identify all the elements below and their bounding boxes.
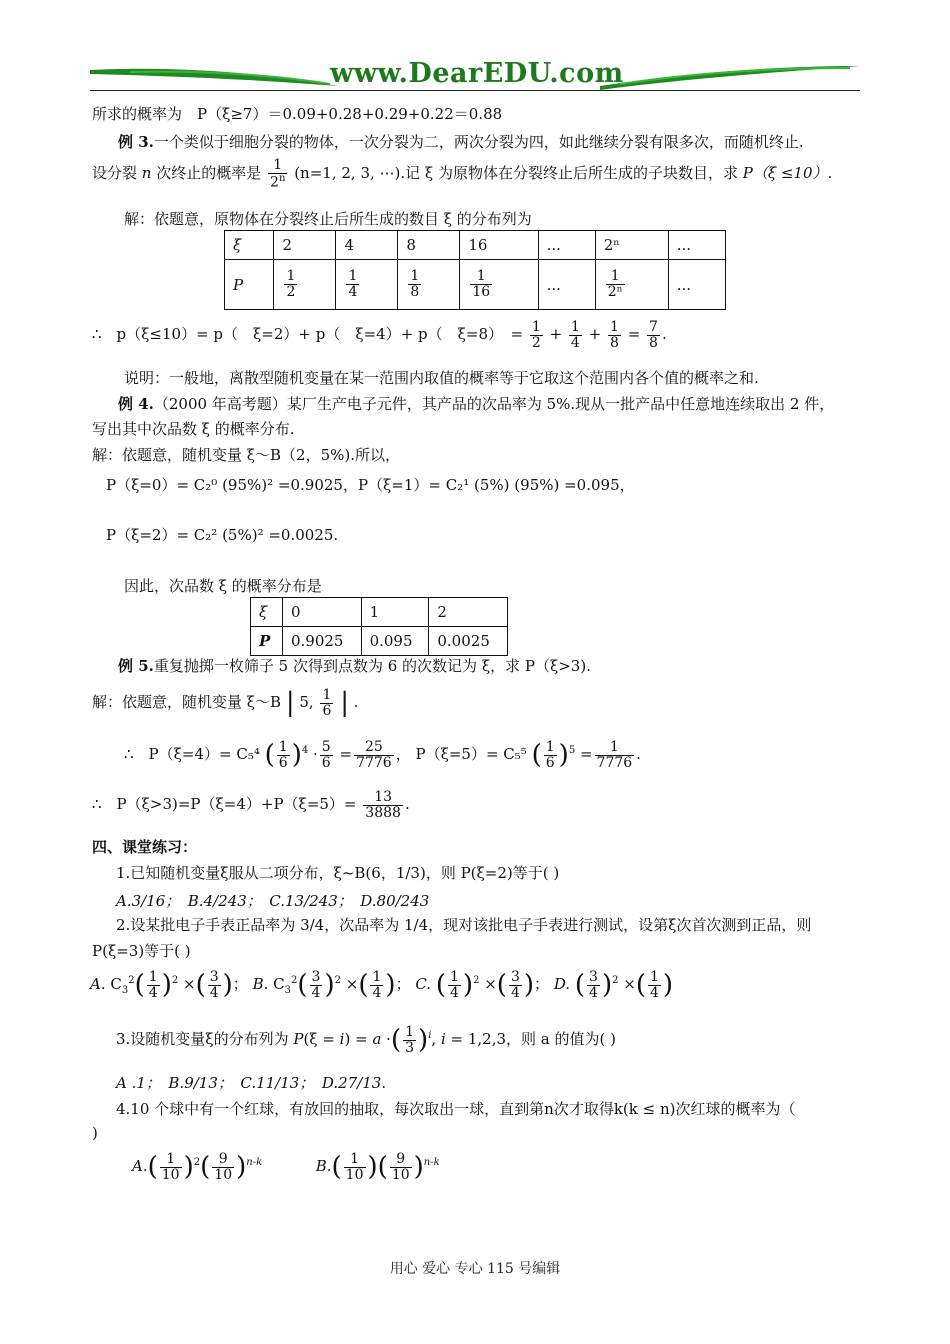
ex3-text-d: P（ξ ≤10）. (742, 164, 833, 183)
frac-den: 2$^n$ (270, 172, 286, 191)
ex3-therefore-text: ∴ p（ξ≤10）= p（ ξ=2）+ p（ ξ=4）+ p（ ξ=8） = (92, 325, 524, 344)
example-3-line2 (92, 158, 832, 190)
exercise-q4: 4.10 个球中有一个红球，有放回的抽取，每次取出一球，直到第n次才取得k(k ≤ n)次红球的概率为（ (116, 1100, 796, 1118)
table-row (225, 260, 726, 310)
distribution-table-3 (224, 230, 726, 310)
note-line: 说明：一般地，离散型随机变量在某一范围内取值的概率等于它取这个范围内各个值的概率之和. (124, 369, 759, 387)
example-3-label: 例 3. (118, 133, 154, 151)
solution-5-text: 解：依题意，随机变量 ξ～B (92, 693, 282, 712)
table-cell: 4 (336, 231, 398, 260)
table-cell: ξ (225, 231, 274, 260)
table-row (251, 627, 508, 656)
table-cell: P (251, 627, 283, 656)
table-cell: ... (538, 231, 595, 260)
ex5-eq2: ∴ P（ξ>3)=P（ξ=4）+P（ξ=5）= $\frac{13}{3888}$ . (92, 789, 410, 821)
table-cell: $\frac{1}{2}$ (274, 260, 336, 310)
exercise-q2: 2.设某批电子手表正品率为 3/4，次品率为 1/4，现对该批电子手表进行测试，设第ξ次首次测到正品，则 (116, 916, 812, 934)
ex5-eq1-b: P（ξ=5）= C₅⁵ (415, 745, 527, 764)
page-footer: 用心 爱心 专心 115 号编辑 (389, 1261, 561, 1277)
header-swoosh-right (600, 62, 860, 92)
example-3-line1 (118, 131, 804, 152)
ex5-eq1-a: ∴ P（ξ=4）= C₅⁴ (124, 745, 260, 764)
ex3-fraction (268, 158, 287, 190)
table-cell: P (225, 260, 274, 310)
ex3-therefore: ∴ p（ξ≤10）= p（ ξ=2）+ p（ ξ=4）+ p（ ξ=8） = $\frac{1}{2}$ + $\frac{1}{4}$ + $\frac{1}{8}$ = $\frac{7}{8}$ . (92, 319, 667, 351)
table-cell: $\frac{1}{4}$ (336, 260, 398, 310)
exercise-title: 四、课堂练习： (92, 838, 198, 856)
example-5-line (118, 655, 591, 676)
example-4-text: （2000 年高考题）某厂生产电子元件，其产品的次品率为 5%.现从一批产品中任意地连续取出 2 件， (153, 395, 835, 413)
ex5-eq1: ∴ P（ξ=4）= C₅⁴ ( $\frac{1}{6}$ )$^4$ · $\frac{5}{6}$ = $\frac{25}{7776}$ ， P（ξ=5）= C₅⁵ ( $\frac{1}{6}$ )$^5$ = $\frac{1}{7776}$ . (124, 739, 641, 771)
table-cell: ... (668, 231, 725, 260)
table-cell: ... (668, 260, 725, 310)
example-5-label: 例 5. (118, 657, 154, 675)
table-cell: 0.095 (361, 627, 429, 656)
ex4-eq1: P（ξ=0）= C₂⁰ (95%)² =0.9025，P（ξ=1）= C₂¹ (5%) (95%) =0.095， (106, 476, 635, 494)
table-row (225, 231, 726, 260)
frac-num: 1 (268, 158, 287, 174)
solution-5: 解：依题意，随机变量 ξ～B | 5, $\frac{1}{6}$ | . (92, 687, 359, 719)
table-cell: $\frac{1}{\text{2ⁿ}}$ (595, 260, 668, 310)
exercise-q4-options: A.( $\frac{1}{10}$ )$^2$( $\frac{9}{10}$ )$^{n-k}$ B.( $\frac{1}{10}$ )( $\frac{9}{10}$ )$^{n-k}$ (132, 1151, 440, 1183)
distribution-table-4 (250, 597, 508, 656)
table-row (251, 598, 508, 627)
example-4-line1 (118, 393, 834, 414)
header-banner (90, 58, 860, 92)
ex5-eq2-text: ∴ P（ξ>3)=P（ξ=4）+P（ξ=5）= (92, 795, 357, 814)
exercise-q3: 3.设随机变量ξ的分布列为 P(ξ = i) = a ·( $\frac{1}{3}$ )$^i$, i = 1,2,3，则 a 的值为( ) (116, 1024, 616, 1056)
table-cell: 0.9025 (282, 627, 361, 656)
table-cell: ... (538, 260, 595, 310)
exercise-q2b: P(ξ=3)等于( ) (92, 942, 191, 960)
ex4-eq2: P（ξ=2）= C₂² (5%)² =0.0025. (106, 526, 339, 544)
example-4-line2: 写出其中次品数 ξ 的概率分布. (92, 420, 295, 438)
ex3-text-a: 设分裂 (92, 164, 138, 183)
header-swoosh-left (90, 62, 340, 92)
exercise-q2-options: A. $C_3^2$( $\frac{1}{4}$ )$^2$ ×( $\frac{3}{4}$ )； B. $C_3^2$( $\frac{3}{4}$ )$^2$ ×( $\frac{1}{4}$ )； C. ( $\frac{1}{4}$ )$^2$ ×( $\frac{3}{4}$ )； D. ( $\frac{3}{4}$ )$^2$ ×( $\frac{1}{4}$ ) (90, 969, 674, 1001)
example-5-text: 重复抛掷一枚筛子 5 次得到点数为 6 的次数记为 ξ，求 P（ξ>3). (153, 657, 591, 675)
table-cell: ξ (251, 598, 283, 627)
ex4-so: 因此，次品数 ξ 的概率分布是 (124, 577, 322, 595)
result-line: 所求的概率为 P（ξ≥7）＝0.09+0.28+0.29+0.22＝0.88 (92, 105, 503, 123)
table-cell: $\frac{1}{16}$ (460, 260, 538, 310)
header-site: www.DearEDU.com (330, 58, 624, 89)
ex3-text-c: (n=1, 2, 3, ⋯).记 ξ 为原物体在分裂终止后所生成的子块数目，求 (294, 164, 738, 183)
table-cell: 2 (429, 598, 508, 627)
table-cell: 2 (274, 231, 336, 260)
ex3-text-b: 次终止的概率是 (156, 164, 262, 183)
ex3-n: n (141, 164, 152, 183)
table-cell: 0.0025 (429, 627, 508, 656)
table-cell: 1 (361, 598, 429, 627)
table-cell: 16 (460, 231, 538, 260)
example-4-label: 例 4. (118, 395, 154, 413)
table-cell: 2ⁿ (595, 231, 668, 260)
exercise-q4b: ) (92, 1124, 98, 1142)
exercise-q1: 1.已知随机变量ξ服从二项分布，ξ~B(6，1/3)，则 P(ξ=2)等于( ) (116, 864, 560, 882)
exercise-q1-options: A.3/16； B.4/243； C.13/243； D.80/243 (116, 892, 430, 910)
table-cell: $\frac{1}{8}$ (398, 260, 460, 310)
table-cell: 0 (282, 598, 361, 627)
solution-4: 解：依题意，随机变量 ξ～B（2，5%).所以， (92, 446, 401, 464)
header-rule (90, 90, 860, 91)
exercise-q3-options: A .1； B.9/13； C.11/13； D.27/13. (116, 1074, 387, 1092)
example-3-text: 一个类似于细胞分裂的物体，一次分裂为二，两次分裂为四，如此继续分裂有限多次，而随机终止. (153, 133, 804, 151)
solution-3: 解：依题意，原物体在分裂终止后所生成的数目 ξ 的分布列为 (124, 210, 532, 228)
table-cell: 8 (398, 231, 460, 260)
